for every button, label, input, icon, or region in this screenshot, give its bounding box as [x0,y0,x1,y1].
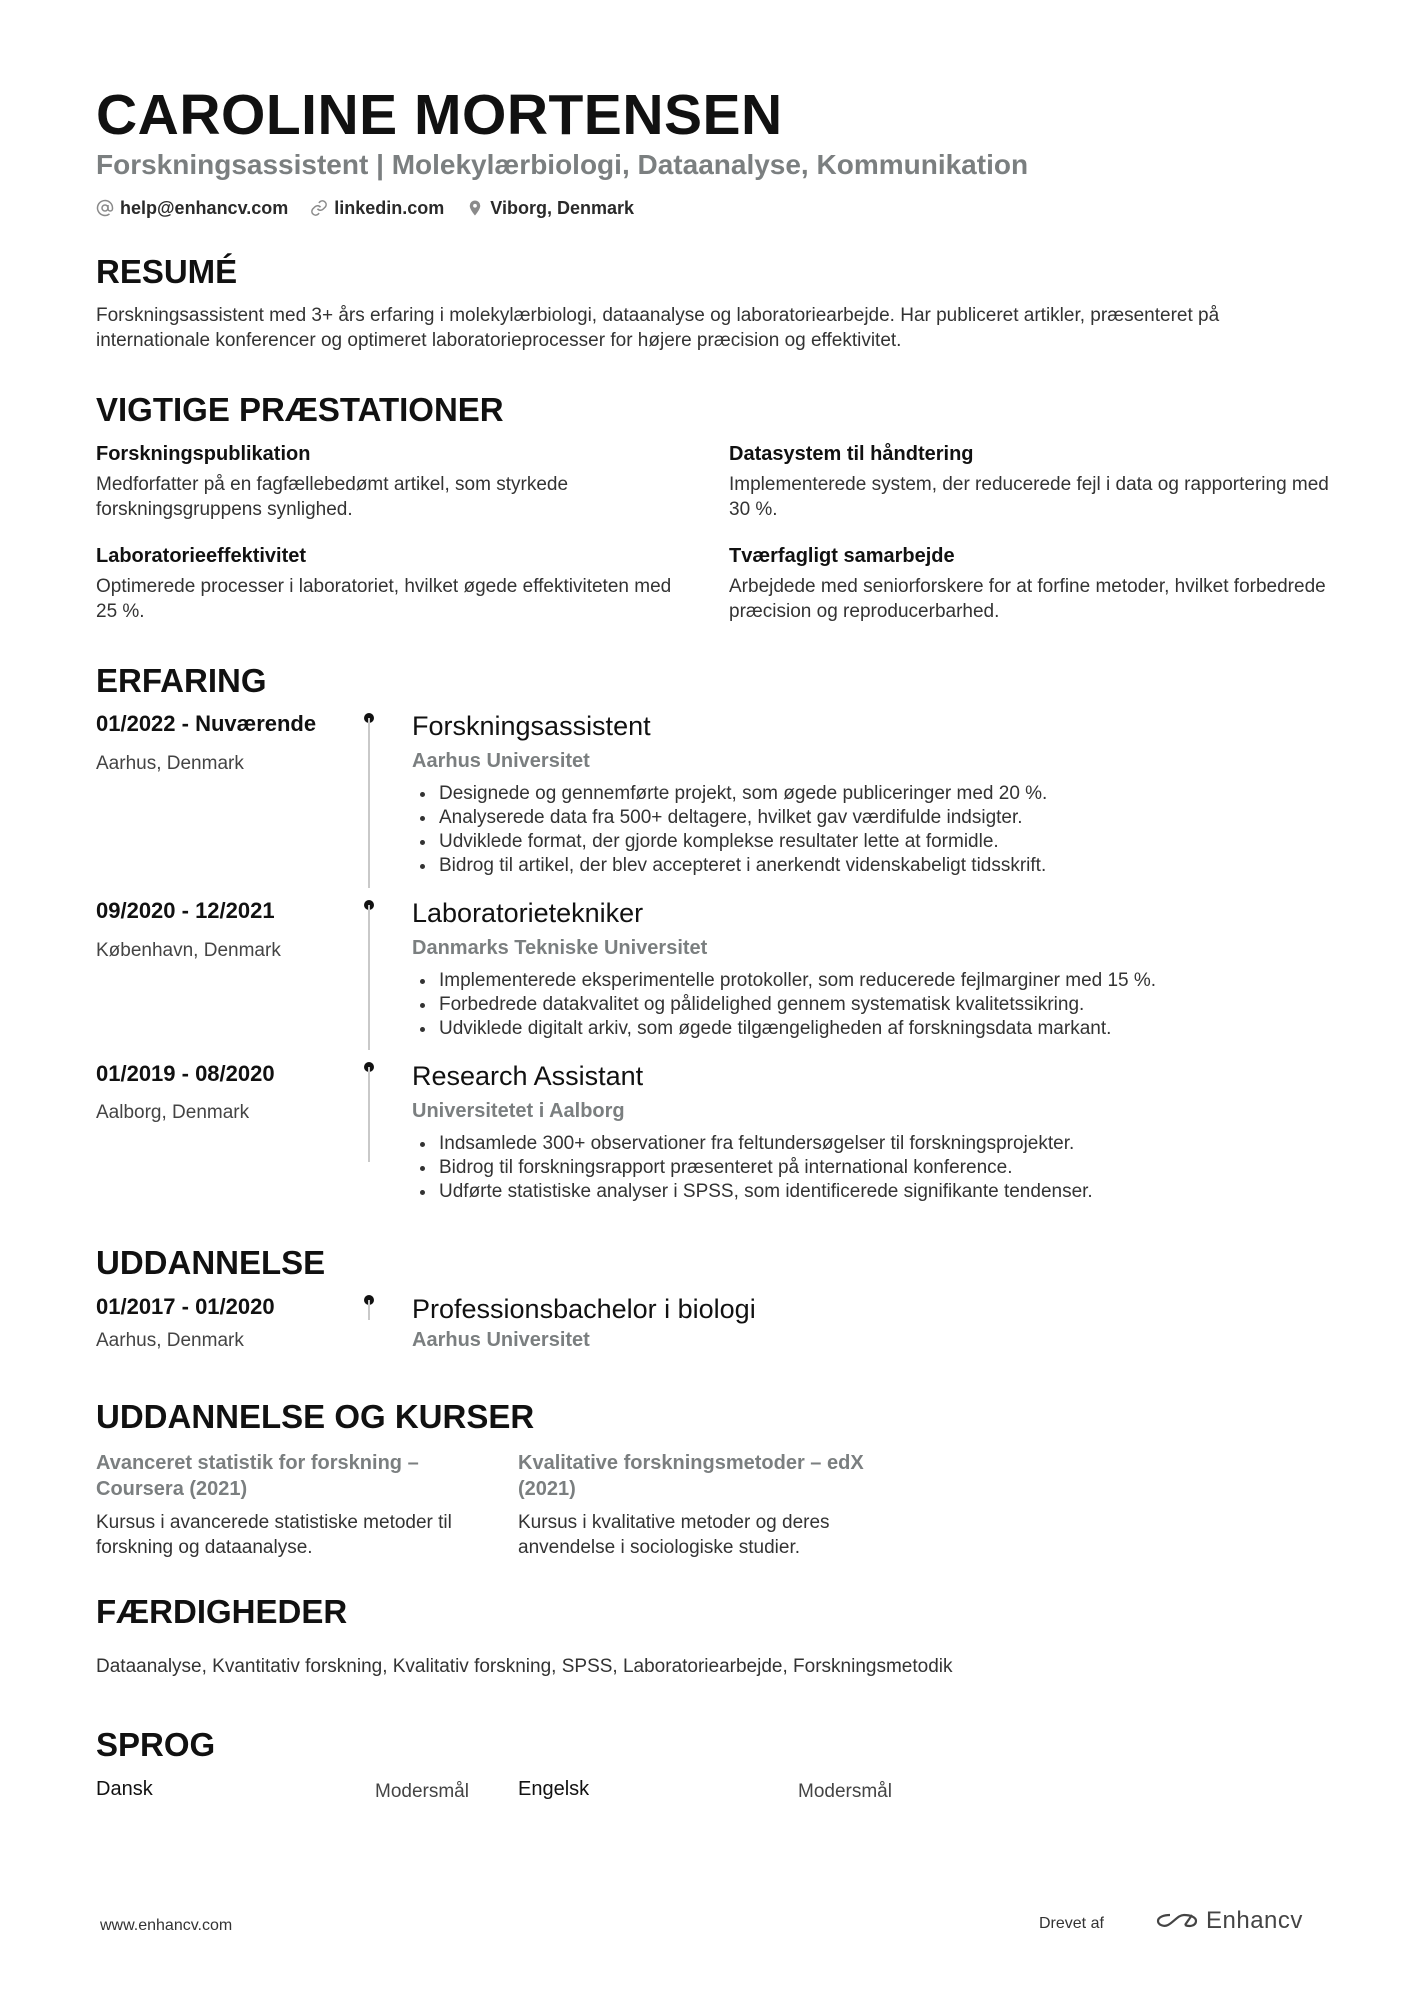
contact-linkedin[interactable] [310,196,444,220]
language-level: Modersmål [798,1781,892,1802]
timeline-line [368,718,370,888]
experience-location: Aalborg, Denmark [96,1102,250,1123]
experience-date: 01/2022 - Nuværende [96,711,317,736]
achievement-desc: Implementerede system, der reducerede fejl i data og rapportering med 30 %. [729,474,1329,520]
experience-bullets [412,782,1317,878]
achievement-title: Forskningspublikation [96,443,311,465]
language-name: Engelsk [518,1778,590,1800]
at-icon [96,199,114,217]
contact-location [466,196,634,220]
experience-org: Danmarks Tekniske Universitet [412,937,708,959]
timeline-line [368,905,370,1050]
contact-location-text: Viborg, Denmark [490,198,635,218]
education-date: 01/2017 - 01/2020 [96,1294,275,1319]
experience-org: Universitetet i Aalborg [412,1100,625,1122]
experience-date: 09/2020 - 12/2021 [96,898,275,923]
footer-brand: Enhancv [1206,1907,1303,1934]
experience-heading: ERFARING [96,662,267,699]
courses-heading: UDDANNELSE OG KURSER [96,1398,535,1435]
footer-powered-by: Drevet af [1039,1915,1104,1932]
experience-role: Laboratorietekniker [412,898,644,928]
contact-row [96,196,634,220]
experience-bullet: • Designede og gennemførte projekt, som øgede publiceringer med 20 %. [437,782,1317,806]
footer-url[interactable]: www.enhancv.com [100,1917,233,1934]
experience-bullet: • Udviklede format, der gjorde komplekse resultater lette at formidle. [437,830,1317,854]
footer-logo[interactable] [1154,1907,1303,1935]
language-name: Dansk [96,1778,153,1800]
languages-heading: SPROG [96,1726,216,1763]
education-heading: UDDANNELSE [96,1244,326,1281]
timeline-line [368,1067,370,1162]
achievement-title: Laboratorieeffektivitet [96,545,307,567]
timeline-line [368,1300,370,1320]
location-pin-icon [466,199,484,217]
language-level: Modersmål [375,1781,469,1802]
experience-org: Aarhus Universitet [412,750,590,772]
achievement-desc: Medforfatter på en fagfællebedømt artikel, som styrkede forskningsgruppens synlighed. [96,474,569,520]
achievement-item [729,543,1329,624]
education-degree: Professionsbachelor i biologi [412,1294,756,1324]
achievement-title: Tværfagligt samarbejde [729,545,955,567]
education-org: Aarhus Universitet [412,1329,590,1351]
experience-bullet: • Forbedrede datakvalitet og pålidelighed gennem systematisk kvalitetssikring. [437,993,1317,1017]
summary-heading: RESUMÉ [96,253,238,290]
enhancv-logo-icon [1154,1909,1200,1933]
experience-role: Research Assistant [412,1061,644,1091]
experience-bullet: • Indsamlede 300+ observationer fra feltundersøgelser til forskningsprojekter. [437,1132,1317,1156]
experience-date: 01/2019 - 08/2020 [96,1061,275,1086]
skills-heading: FÆRDIGHEDER [96,1593,348,1630]
course-title: Avanceret statistik for forskning – Coursera (2021) [96,1452,419,1500]
achievement-item [96,441,696,522]
candidate-subtitle: Forskningsassistent | Molekylærbiologi, Dataanalyse, Kommunikation [96,149,1029,180]
experience-bullets [412,969,1317,1041]
course-item [518,1450,908,1560]
experience-bullet: • Udførte statistiske analyser i SPSS, som identificerede signifikante tendenser. [437,1180,1317,1204]
experience-location: København, Denmark [96,940,281,961]
experience-bullets [412,1132,1317,1204]
link-icon [310,199,328,217]
achievement-desc: Optimerede processer i laboratoriet, hvilket øgede effektiviteten med 25 %. [96,576,672,622]
course-item [96,1450,486,1560]
achievement-desc: Arbejdede med seniorforskere for at forfine metoder, hvilket forbedrede præcision og reproducerbarhed. [729,576,1326,622]
experience-bullet: • Udviklede digitalt arkiv, som øgede tilgængeligheden af forskningsdata markant. [437,1017,1317,1041]
course-desc: Kursus i avancerede statistiske metoder til forskning og dataanalyse. [96,1512,452,1558]
achievements-heading: VIGTIGE PRÆSTATIONER [96,391,504,428]
course-title: Kvalitative forskningsmetoder – edX (2021) [518,1452,864,1500]
summary-text: Forskningsassistent med 3+ års erfaring i molekylærbiologi, dataanalyse og laboratoriearbejde. Har publiceret artikler, præsenteret på internationale konferencer og optimeret laboratorieprocesser for højere præcision og effektivitet. [96,305,1220,351]
experience-role: Forskningsassistent [412,711,651,741]
contact-email[interactable] [96,196,288,220]
experience-bullet: • Bidrog til artikel, der blev accepteret i anerkendt videnskabeligt tidsskrift. [437,854,1317,878]
candidate-name: CAROLINE MORTENSEN [96,83,783,147]
experience-bullet: • Implementerede eksperimentelle protokoller, som reducerede fejlmarginer med 15 %. [437,969,1317,993]
experience-bullet: • Analyserede data fra 500+ deltagere, hvilket gav værdifulde indsigter. [437,806,1317,830]
achievement-item [96,543,696,624]
achievement-item [729,441,1329,522]
education-location: Aarhus, Denmark [96,1330,244,1351]
experience-location: Aarhus, Denmark [96,753,244,774]
skills-text: Dataanalyse, Kvantitativ forskning, Kvalitativ forskning, SPSS, Laboratoriearbejde, Forskningsmetodik [96,1656,953,1677]
experience-bullet: • Bidrog til forskningsrapport præsenteret på international konference. [437,1156,1317,1180]
contact-email-text: help@enhancv.com [120,198,289,218]
achievement-title: Datasystem til håndtering [729,443,974,465]
contact-linkedin-text: linkedin.com [334,198,445,218]
course-desc: Kursus i kvalitative metoder og deres anvendelse i sociologiske studier. [518,1512,830,1558]
